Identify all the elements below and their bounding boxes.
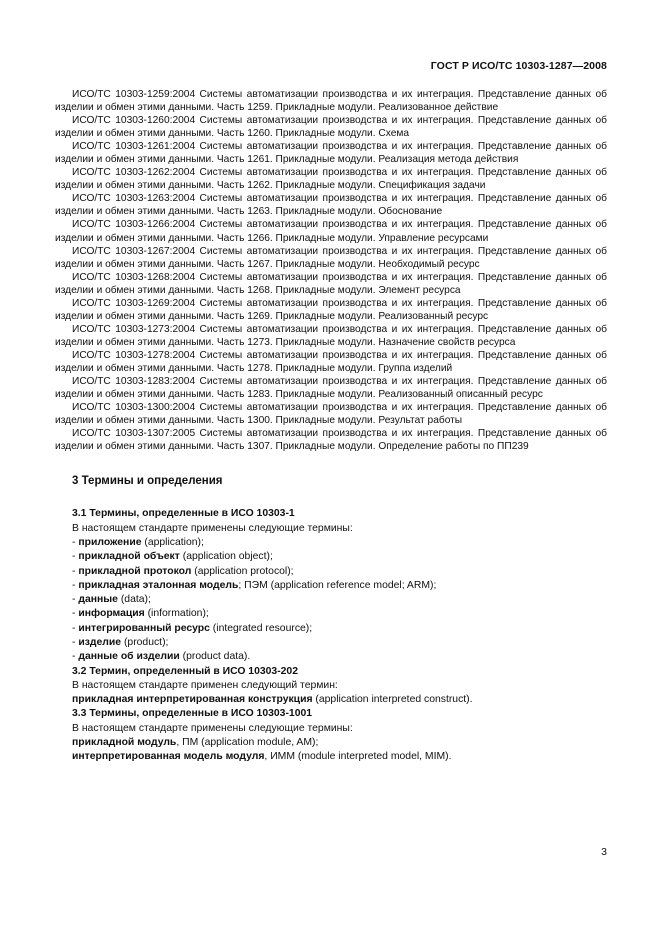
term-list-3-2 bbox=[55, 693, 607, 707]
term-name: интерпретированная модель модуля bbox=[72, 751, 265, 763]
term-translation: , ПМ (application module, AM); bbox=[176, 737, 319, 749]
subsection-3-2-heading: 3.2 Термин, определенный в ИСО 10303-202 bbox=[72, 665, 298, 677]
standard-reference-paragraph: ИСО/ТС 10303-1278:2004 Системы автоматизации производства и их интеграция. Представление данных об изделии и обмен этими данными. Часть 1278. Прикладные модули. Группа изделий bbox=[55, 349, 607, 374]
term-translation: ; ПЭМ (application reference model; ARM); bbox=[238, 579, 437, 591]
term-name: информация bbox=[78, 608, 145, 620]
term-entry bbox=[55, 750, 607, 764]
term-dash: - bbox=[72, 579, 79, 591]
document-body bbox=[55, 88, 607, 765]
term-translation: (application interpreted construct). bbox=[312, 694, 473, 706]
standard-reference-paragraph: ИСО/ТС 10303-1259:2004 Системы автоматизации производства и их интеграция. Представление данных об изделии и обмен этими данными. Часть 1259. Прикладные модули. Реализованное действие bbox=[55, 89, 607, 114]
subsection-3-2-lead: В настоящем стандарте применен следующий термин: bbox=[72, 679, 338, 691]
term-translation: (application protocol); bbox=[191, 565, 294, 577]
term-name: данные bbox=[78, 594, 118, 606]
subsection-3-3-lead: В настоящем стандарте применены следующие термины: bbox=[72, 722, 353, 734]
term-name: прикладной модуль bbox=[72, 737, 177, 749]
term-name: прикладная эталонная модель bbox=[78, 579, 239, 591]
subsection-3-3-heading: 3.3 Термины, определенные в ИСО 10303-1001 bbox=[72, 708, 313, 720]
subsection-3-1-lead: В настоящем стандарте применены следующие термины: bbox=[72, 522, 353, 534]
standard-reference-paragraph: ИСО/ТС 10303-1263:2004 Системы автоматизации производства и их интеграция. Представление данных об изделии и обмен этими данными. Часть 1263. Прикладные модули. Обоснование bbox=[55, 193, 607, 218]
section-3 bbox=[55, 474, 607, 764]
term-entry bbox=[55, 607, 607, 621]
term-dash: - bbox=[72, 565, 79, 577]
term-entry bbox=[55, 736, 607, 750]
standard-reference-paragraph: ИСО/ТС 10303-1268:2004 Системы автоматизации производства и их интеграция. Представление данных об изделии и обмен этими данными. Часть 1268. Прикладные модули. Элемент ресурса bbox=[55, 271, 607, 296]
standard-reference-paragraph: ИСО/ТС 10303-1300:2004 Системы автоматизации производства и их интеграция. Представление данных об изделии и обмен этими данными. Часть 1300. Прикладные модули. Результат работы bbox=[55, 402, 607, 427]
subsection-3-2 bbox=[55, 665, 607, 708]
section-3-heading: 3 Термины и определения bbox=[72, 475, 223, 488]
standard-reference-paragraph: ИСО/ТС 10303-1260:2004 Системы автоматизации производства и их интеграция. Представление данных об изделии и обмен этими данными. Часть 1260. Прикладные модули. Схема bbox=[55, 115, 607, 140]
term-translation: (data); bbox=[117, 594, 151, 606]
term-dash: - bbox=[72, 622, 79, 634]
standard-reference-paragraph: ИСО/ТС 10303-1267:2004 Системы автоматизации производства и их интеграция. Представление данных об изделии и обмен этими данными. Часть 1267. Прикладные модули. Необходимый ресурс bbox=[55, 245, 607, 270]
subsection-3-1 bbox=[55, 507, 607, 664]
term-dash: - bbox=[72, 536, 79, 548]
term-list-3-1 bbox=[55, 536, 607, 665]
term-translation: (product data). bbox=[179, 651, 251, 663]
standard-reference-paragraph: ИСО/ТС 10303-1266:2004 Системы автоматизации производства и их интеграция. Представление данных об изделии и обмен этими данными. Часть 1266. Прикладные модули. Управление ресурсами bbox=[55, 219, 607, 244]
term-translation: (integrated resource); bbox=[209, 622, 313, 634]
term-list-3-3 bbox=[55, 736, 607, 765]
term-entry bbox=[55, 550, 607, 564]
standard-reference-paragraph: ИСО/ТС 10303-1261:2004 Системы автоматизации производства и их интеграция. Представление данных об изделии и обмен этими данными. Часть 1261. Прикладные модули. Реализация метода действия bbox=[55, 141, 607, 166]
subsection-3-3 bbox=[55, 707, 607, 764]
term-entry bbox=[55, 650, 607, 664]
term-translation: , ИММ (module interpreted model, MIM). bbox=[264, 751, 452, 763]
term-entry bbox=[55, 536, 607, 550]
standard-reference-paragraph: ИСО/ТС 10303-1283:2004 Системы автоматизации производства и их интеграция. Представление данных об изделии и обмен этими данными. Часть 1283. Прикладные модули. Реализованный описанный ресурс bbox=[55, 376, 607, 401]
term-name: данные об изделии bbox=[78, 651, 180, 663]
standard-reference-paragraph: ИСО/ТС 10303-1269:2004 Системы автоматизации производства и их интеграция. Представление данных об изделии и обмен этими данными. Часть 1269. Прикладные модули. Реализованный ресурс bbox=[55, 297, 607, 322]
term-entry bbox=[55, 593, 607, 607]
term-translation: (product); bbox=[121, 636, 169, 648]
page-number: 3 bbox=[601, 846, 607, 858]
term-entry bbox=[55, 622, 607, 636]
term-dash: - bbox=[72, 594, 79, 606]
term-entry bbox=[55, 565, 607, 579]
term-name: прикладной протокол bbox=[78, 565, 192, 577]
term-dash: - bbox=[72, 651, 79, 663]
term-dash: - bbox=[72, 636, 79, 648]
term-translation: (application); bbox=[141, 536, 204, 548]
standard-reference-paragraph: ИСО/ТС 10303-1262:2004 Системы автоматизации производства и их интеграция. Представление данных об изделии и обмен этими данными. Часть 1262. Прикладные модули. Спецификация задачи bbox=[55, 167, 607, 192]
term-dash: - bbox=[72, 608, 79, 620]
term-dash: - bbox=[72, 551, 79, 563]
term-entry bbox=[55, 579, 607, 593]
term-name: приложение bbox=[78, 536, 142, 548]
standard-reference-paragraph: ИСО/ТС 10303-1273:2004 Системы автоматизации производства и их интеграция. Представление данных об изделии и обмен этими данными. Часть 1273. Прикладные модули. Назначение свойств ресурса bbox=[55, 323, 607, 348]
term-name: прикладной объект bbox=[78, 551, 180, 563]
term-entry bbox=[55, 636, 607, 650]
standards-reference-list bbox=[55, 88, 607, 453]
term-translation: (application object); bbox=[179, 551, 273, 563]
term-name: изделие bbox=[78, 636, 122, 648]
term-name: интегрированный ресурс bbox=[78, 622, 210, 634]
term-entry bbox=[55, 693, 607, 707]
running-header: ГОСТ Р ИСО/ТС 10303-1287—2008 bbox=[430, 60, 607, 72]
standard-reference-paragraph: ИСО/ТС 10303-1307:2005 Системы автоматизации производства и их интеграция. Представление данных об изделии и обмен этими данными. Часть 1307. Прикладные модули. Определение работы по ПП239 bbox=[55, 428, 607, 453]
subsection-3-1-heading: 3.1 Термины, определенные в ИСО 10303-1 bbox=[72, 508, 295, 520]
term-translation: (information); bbox=[144, 608, 209, 620]
term-name: прикладная интерпретированная конструкция bbox=[72, 694, 313, 706]
